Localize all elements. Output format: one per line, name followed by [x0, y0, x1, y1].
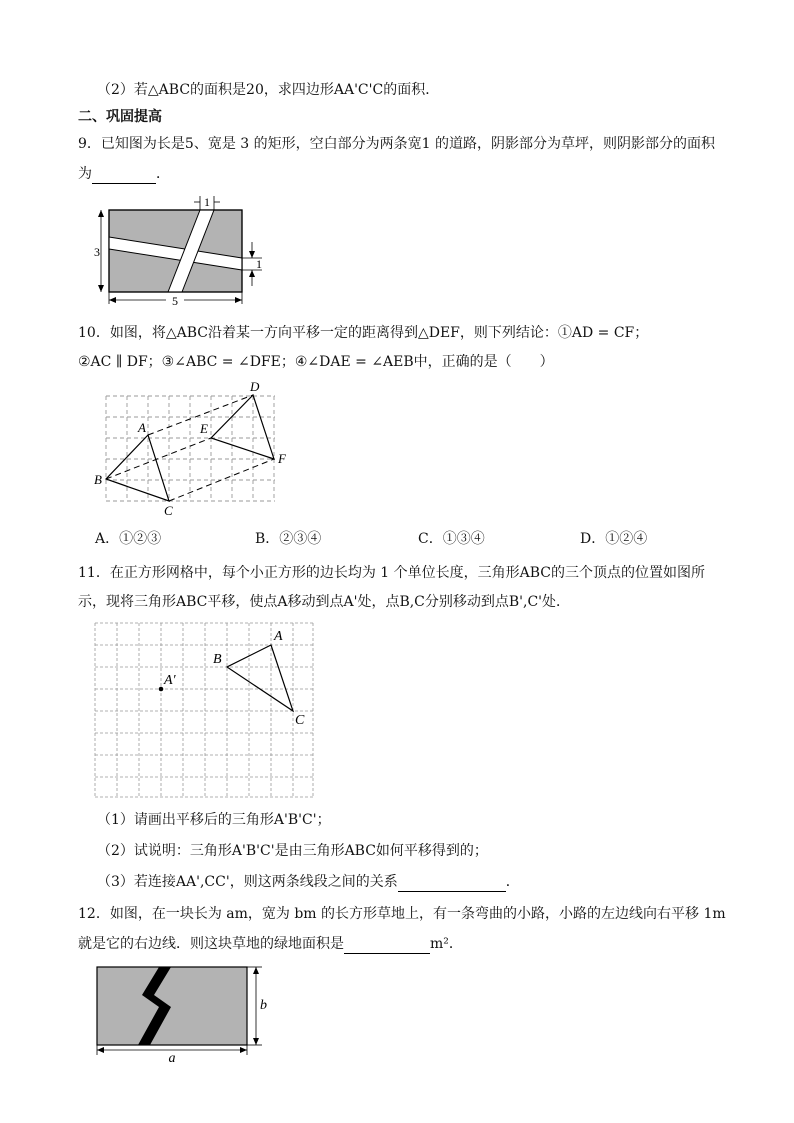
- q9-suffix: ．: [156, 166, 170, 182]
- q10-option-b[interactable]: B．②③④: [255, 531, 322, 547]
- q12-prefix: 就是它的右边线．则这块草地的绿地面积是: [78, 936, 344, 952]
- q10-option-a[interactable]: A．①②③: [95, 531, 162, 547]
- q10-line2: ②AC ∥ DF；③∠ABC = ∠DFE；④∠DAE = ∠AEB中，正确的是（ ）: [78, 354, 554, 370]
- q9-label-bottom: 5: [172, 294, 178, 308]
- q11-sub3-prefix: （3）若连接AA',CC'，则这两条线段之间的关系: [97, 874, 398, 890]
- q11-sub1: （1）请画出平移后的三角形A'B'C'；: [97, 812, 331, 828]
- q10-label-E: E: [200, 421, 208, 436]
- q11-line1: 11．在正方形网格中，每个小正方形的边长均为 1 个单位长度，三角形ABC的三个顶点的位置如图所: [78, 565, 705, 581]
- q10-figure: [92, 378, 292, 518]
- q12-label-a: a: [168, 1051, 176, 1066]
- q12-figure: [92, 962, 272, 1066]
- q11-label-B: B: [213, 652, 222, 667]
- q11-label-C: C: [295, 713, 305, 728]
- q9-answer-blank[interactable]: [92, 167, 156, 184]
- q10-label-D: D: [250, 379, 260, 394]
- q11-sub3-suffix: ．: [505, 874, 520, 890]
- q10-label-A: A: [138, 420, 146, 435]
- q12-answer-blank[interactable]: [344, 937, 430, 954]
- q12-suffix: m²．: [430, 936, 463, 952]
- q11-label-Aprime: A′: [164, 673, 176, 688]
- q12-line2: [78, 934, 463, 954]
- q11-answer-blank[interactable]: [398, 875, 506, 892]
- q9-label-top: 1: [204, 195, 210, 209]
- q10-label-C: C: [164, 503, 173, 518]
- q11-sub2: （2）试说明：三角形A'B'C'是由三角形ABC如何平移得到的；: [97, 843, 488, 859]
- q9-line2: [78, 164, 170, 184]
- q10-line1: 10．如图，将△ABC沿着某一方向平移一定的距离得到△DEF，则下列结论：①AD = CF；: [78, 325, 649, 341]
- q9-label-right: 1: [256, 257, 262, 271]
- q11-sub3: [97, 872, 520, 892]
- q10-option-c[interactable]: C．①③④: [418, 531, 485, 547]
- q10-label-B: B: [94, 472, 102, 487]
- q9-label-left: 3: [94, 245, 100, 259]
- q8-part2-text: （2）若△ABC的面积是20，求四边形AA'C'C的面积．: [97, 82, 440, 98]
- q10-label-F: F: [278, 451, 286, 466]
- q9-line1: 9．已知图为长是5、宽是 3 的矩形，空白部分为两条宽1 的道路，阴影部分为草坪，则阴影部分的面积: [78, 136, 715, 152]
- q12-label-b: b: [260, 998, 267, 1013]
- q11-line2: 示，现将三角形ABC平移，使点A移动到点A'处，点B,C分别移动到点B',C'处．: [78, 594, 571, 610]
- section-title: 二、巩固提高: [78, 109, 162, 125]
- q9-prefix: 为: [78, 166, 92, 182]
- q12-line1: 12．如图，在一块长为 am，宽为 bm 的长方形草地上，有一条弯曲的小路，小路的左边线向右平移 1m: [78, 906, 726, 922]
- q11-figure: [92, 620, 317, 800]
- q10-option-d[interactable]: D．①②④: [580, 531, 648, 547]
- q11-label-A: A: [274, 629, 283, 644]
- q9-figure: [90, 192, 270, 307]
